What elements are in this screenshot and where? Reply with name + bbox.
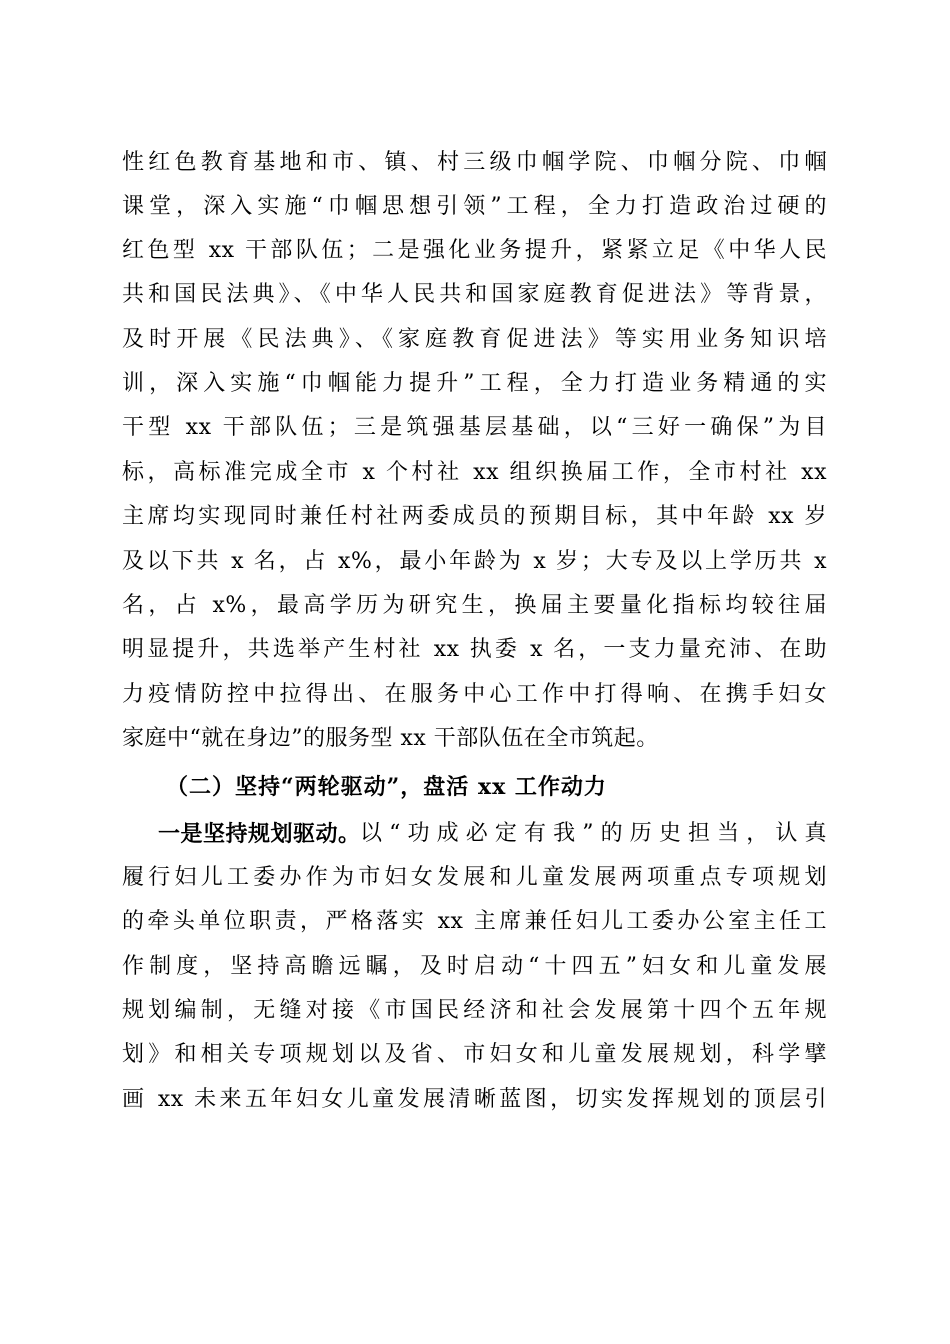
paragraph-lead-bold: 一是坚持规划驱动。 xyxy=(158,821,361,847)
paragraph-line: 标，高标准完成全市 x 个村社 xx 组织换届工作，全市村社 xx xyxy=(122,460,827,485)
section-heading: （二）坚持“两轮驱动”，盘活 xx 工作动力 xyxy=(166,774,607,800)
paragraph-line: 名，占 x%，最高学历为研究生，换届主要量化指标均较往届 xyxy=(122,593,827,618)
paragraph-line: 的牵头单位职责，严格落实 xx 主席兼任妇儿工委办公室主任工 xyxy=(122,909,827,934)
paragraph-line: 划》和相关专项规划以及省、市妇女和儿童发展规划，科学擘 xyxy=(122,1042,827,1067)
paragraph-line: 画 xx 未来五年妇女儿童发展清晰蓝图，切实发挥规划的顶层引 xyxy=(122,1087,827,1112)
paragraph-line: 共和国民法典》、《中华人民共和国家庭教育促进法》等背景， xyxy=(122,282,827,307)
paragraph-line: 性红色教育基地和市、镇、村三级巾帼学院、巾帼分院、巾帼 xyxy=(122,150,827,175)
paragraph-line: 主席均实现同时兼任村社两委成员的预期目标，其中年龄 xx 岁 xyxy=(122,504,827,529)
paragraph-line: 及时开展《民法典》、《家庭教育促进法》等实用业务知识培 xyxy=(122,327,827,352)
paragraph-line: 力疫情防控中拉得出、在服务中心工作中打得响、在携手妇女 xyxy=(122,682,827,707)
paragraph-line: 及以下共 x 名，占 x%，最小年龄为 x 岁；大专及以上学历共 x xyxy=(122,549,827,574)
paragraph-line: 课堂，深入实施“巾帼思想引领”工程，全力打造政治过硬的 xyxy=(122,194,827,219)
paragraph-line: 干型 xx 干部队伍；三是筑强基层基础，以“三好一确保”为目 xyxy=(122,415,827,440)
paragraph-line: 家庭中“就在身边”的服务型 xx 干部队伍在全市筑起。 xyxy=(122,726,659,751)
paragraph-line: 红色型 xx 干部队伍；二是强化业务提升，紧紧立足《中华人民 xyxy=(122,238,827,263)
paragraph-line: 作制度，坚持高瞻远瞩，及时启动“十四五”妇女和儿童发展 xyxy=(122,954,827,979)
paragraph-line: 履行妇儿工委办作为市妇女发展和儿童发展两项重点专项规划 xyxy=(122,865,827,890)
paragraph-line: 以“功成必定有我”的历史担当，认真 xyxy=(360,821,827,846)
paragraph-line: 规划编制，无缝对接《市国民经济和社会发展第十四个五年规 xyxy=(122,998,827,1023)
paragraph-line: 训，深入实施“巾帼能力提升”工程，全力打造业务精通的实 xyxy=(122,371,827,396)
paragraph-line: 明显提升，共选举产生村社 xx 执委 x 名，一支力量充沛、在助 xyxy=(122,637,827,662)
